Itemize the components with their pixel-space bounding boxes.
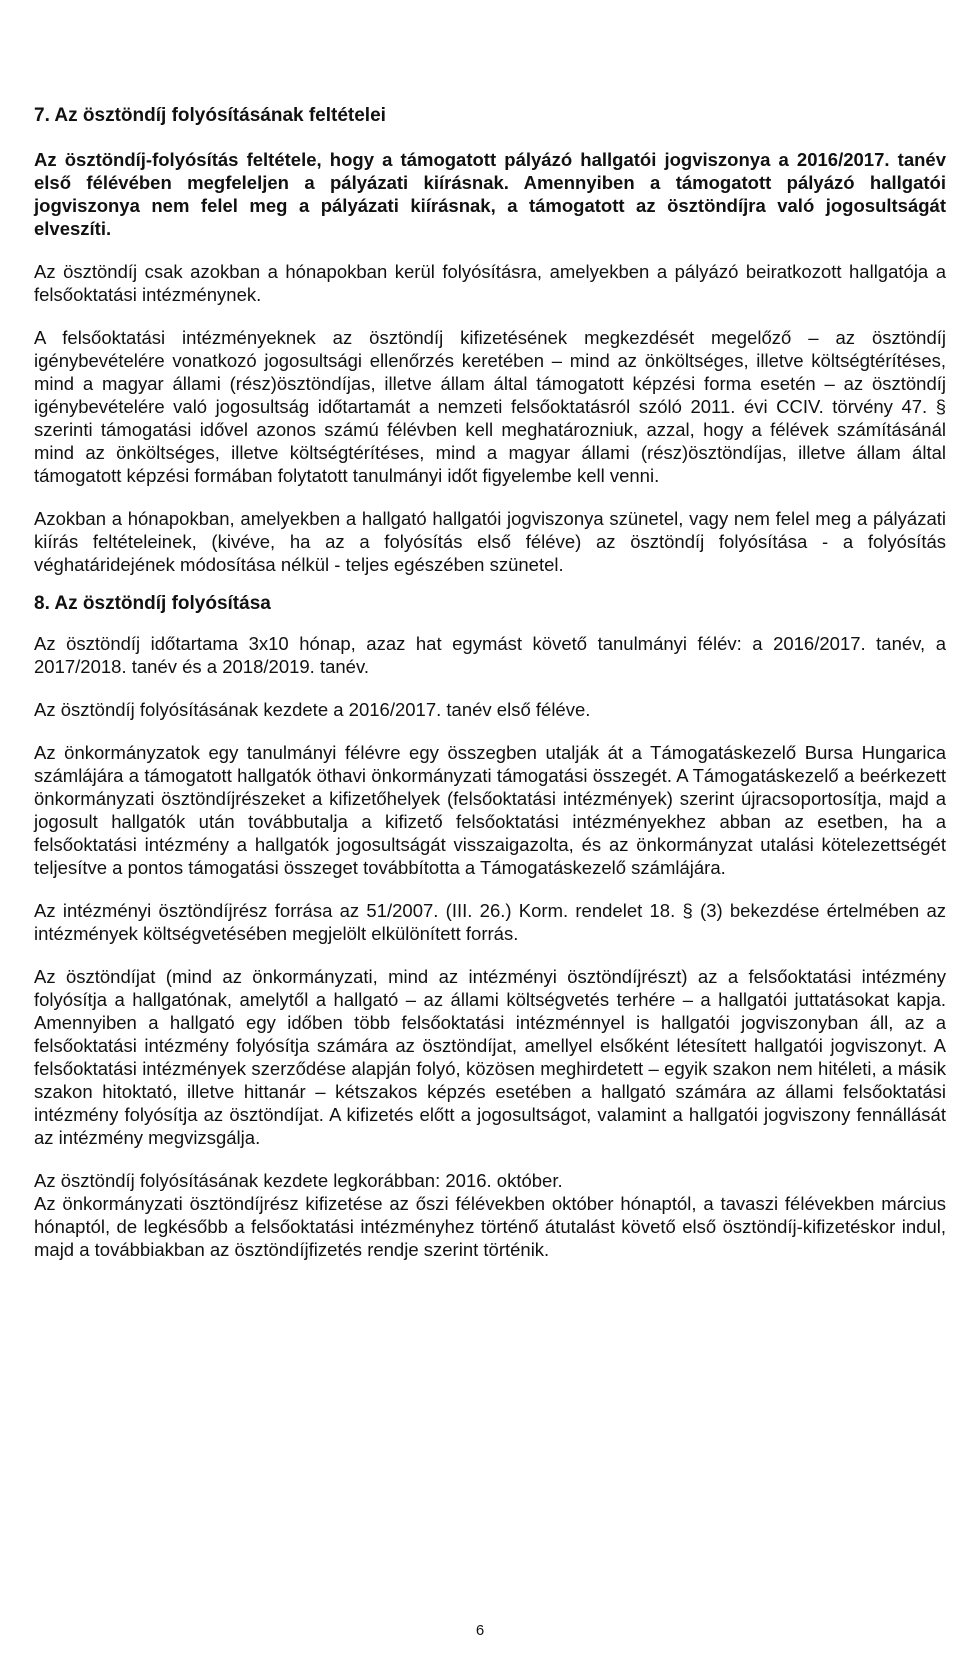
section-7-paragraph-4: Azokban a hónapokban, amelyekben a hallgató hallgatói jogviszonya szünetel, vagy nem felel meg a pályázati kiírás feltételeinek, (kivéve, ha az a folyósítás első féléve) az ösztöndíj folyósítása - a folyósítás véghatáridejének módosítása nélkül - teljes egészében szünetel.: [34, 508, 946, 575]
page-number: 6: [475, 1622, 485, 1639]
section-8-paragraph-7: Az önkormányzati ösztöndíjrész kifizetése az őszi félévekben október hónaptól, a tavaszi félévekben március hónaptól, de legkésőbb a felsőoktatási intézményhez történő átutalást követő első ösztöndíj-kifizetéskor indul, majd a továbbiakban az ösztöndíjfizetés rendje szerint történik.: [34, 1193, 946, 1260]
section-7-paragraph-3: A felsőoktatási intézményeknek az ösztöndíj kifizetésének megkezdését megelőző – az ösztöndíj igénybevételére vonatkozó jogosultsági ellenőrzés keretében – mind az önköltséges, illetve költségtérítéses, mind a magyar állami (rész)ösztöndíjas, illetve állam által támogatott képzési forma esetén – az ösztöndíj igénybevételére való jogosultság időtartamát a nemzeti felsőoktatásról szóló 2011. évi CCIV. törvény 47. § szerinti támogatási idővel azonos számú félévben kell meghatározniuk, azzal, hogy a félévek számításánál mind az önköltséges, illetve költségtérítéses, mind a magyar állami (rész)ösztöndíjas, illetve állam által támogatott képzési formában folytatott tanulmányi időt figyelembe kell venni.: [34, 327, 946, 486]
document-body: [34, 104, 946, 1261]
section-8-paragraph-4: Az intézményi ösztöndíjrész forrása az 51/2007. (III. 26.) Korm. rendelet 18. § (3) bekezdése értelmében az intézmények költségvetésében megjelölt elkülönített forrás.: [34, 900, 946, 944]
section-7-paragraph-2: Az ösztöndíj csak azokban a hónapokban kerül folyósításra, amelyekben a pályázó beiratkozott hallgatója a felsőoktatási intézménynek.: [34, 261, 946, 305]
section-8-paragraph-6: Az ösztöndíj folyósításának kezdete legkorábban: 2016. október.: [34, 1170, 563, 1191]
section-7-paragraph-1: Az ösztöndíj-folyósítás feltétele, hogy a támogatott pályázó hallgatói jogviszonya a 2016/2017. tanév első félévében megfeleljen a pályázati kiírásnak. Amennyiben a támogatott pályázó hallgatói jogviszonya nem felel meg a pályázati kiírásnak, a támogatott az ösztöndíjra való jogosultságát elveszíti.: [34, 149, 946, 239]
section-8-paragraph-3: Az önkormányzatok egy tanulmányi félévre egy összegben utalják át a Támogatáskezelő Bursa Hungarica számlájára a támogatott hallgatók öthavi önkormányzati támogatási összegét. A Támogatáskezelő a beérkezett önkormányzati ösztöndíjrészeket a kifizetőhelyek (felsőoktatási intézmények) szerint újracsoportosítja, majd a jogosult hallgatók után továbbutalja a kifizető felsőoktatási intézményekhez abban az esetben, ha a felsőoktatási intézmény a hallgatók jogosultságát visszaigazolta, és az önkormányzat utalási kötelezettségét teljesítve a pontos támogatási összeget továbbította a Támogatáskezelő számlájára.: [34, 742, 946, 878]
section-8-heading: 8. Az ösztöndíj folyósítása: [34, 593, 271, 614]
section-7-heading: 7. Az ösztöndíj folyósításának feltételei: [34, 105, 386, 126]
section-8-paragraph-2: Az ösztöndíj folyósításának kezdete a 2016/2017. tanév első féléve.: [34, 699, 591, 720]
section-8-paragraph-5: Az ösztöndíjat (mind az önkormányzati, mind az intézményi ösztöndíjrészt) az a felsőoktatási intézmény folyósítja a hallgatónak, amelytől a hallgató – az állami költségvetés terhére – a hallgatói juttatásokat kapja. Amennyiben a hallgató egy időben több felsőoktatási intézménnyel is hallgatói jogviszonyban áll, az a felsőoktatási intézmény folyósítja számára az ösztöndíjat, amellyel elsőként létesített hallgatói jogviszonyt. A felsőoktatási intézmények szerződése alapján folyó, közösen meghirdetett – egyik szakon nem hitéleti, a másik szakon hitoktató, illetve hittanár – kétszakos képzés esetében a hallgató számára az állami felsőoktatási intézmény folyósítja az ösztöndíjat. A kifizetés előtt a jogosultságot, valamint a hallgatói jogviszony fennállását az intézmény megvizsgálja.: [34, 966, 946, 1148]
section-8-paragraph-1: Az ösztöndíj időtartama 3x10 hónap, azaz hat egymást követő tanulmányi félév: a 2016/2017. tanév, a 2017/2018. tanév és a 2018/2019. tanév.: [34, 633, 946, 677]
